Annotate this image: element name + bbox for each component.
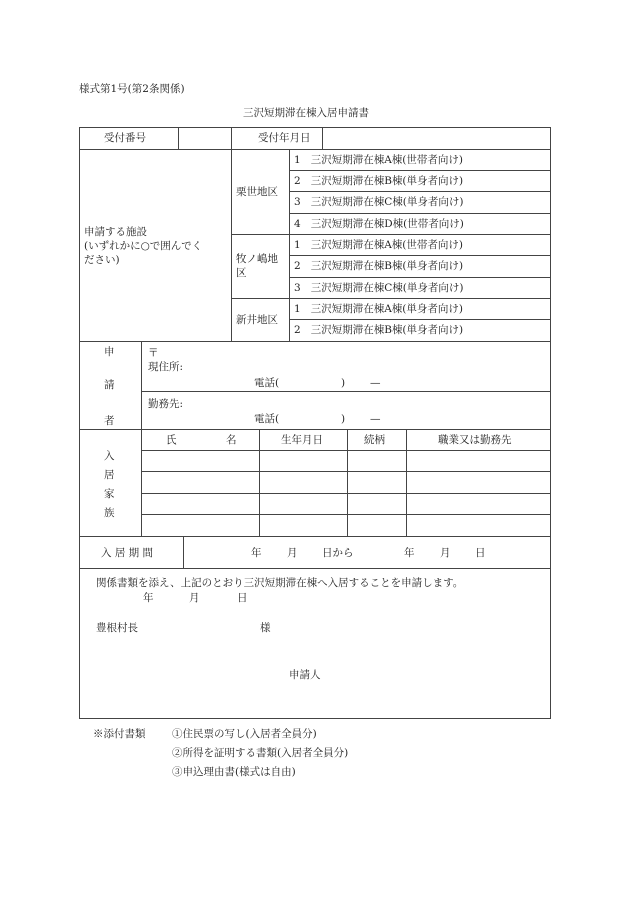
facility-option[interactable]: 2 三沢短期滞在棟B棟(単身者向け) xyxy=(294,324,464,336)
period-label: 入 居 期 間 xyxy=(101,547,154,559)
address-phone-field[interactable] xyxy=(290,375,340,390)
addressee-sama: 様 xyxy=(260,622,271,634)
attachment-item: ②所得を証明する書類(入居者全員分) xyxy=(172,747,349,759)
reception-number-label: 受付番号 xyxy=(104,132,146,144)
attachment-item: ③申込理由書(様式は自由) xyxy=(172,766,296,778)
family-row[interactable] xyxy=(142,472,550,492)
applicant-signature-label: 申請人 xyxy=(289,669,321,681)
work-phone-dash: — xyxy=(370,413,381,425)
area-makinoshima-line2: 区 xyxy=(236,267,247,279)
declaration-month: 月 xyxy=(189,592,200,604)
facility-option[interactable]: 2 三沢短期滞在棟B棟(単身者向け) xyxy=(294,175,464,187)
period-from-year: 年 xyxy=(251,547,262,559)
form-number: 様式第1号(第2条関係) xyxy=(79,83,185,95)
work-label: 勤務先: xyxy=(148,398,184,410)
address-phone-label: 電話( xyxy=(254,377,280,389)
work-phone-close: ) xyxy=(341,413,346,425)
work-phone-field[interactable] xyxy=(290,411,340,426)
reception-number-field[interactable] xyxy=(179,128,230,148)
addressee: 豊根村長 xyxy=(96,622,138,634)
work-phone-label: 電話( xyxy=(254,413,280,425)
postal-mark: 〒 xyxy=(148,347,159,359)
period-from-day: 日から xyxy=(322,547,354,559)
facility-option[interactable]: 1 三沢短期滞在棟A棟(単身者向け) xyxy=(294,303,463,315)
area-makinoshima-line1: 牧ノ嶋地 xyxy=(236,253,278,265)
reception-date-field[interactable] xyxy=(323,128,550,148)
facility-label-line2: (いずれかに○で囲んでく xyxy=(84,240,203,252)
period-to-year: 年 xyxy=(404,547,415,559)
applicant-signature-field[interactable] xyxy=(330,665,530,683)
declaration-year: 年 xyxy=(143,592,154,604)
applicant-label-char: 者 xyxy=(104,415,115,427)
address-phone-close: ) xyxy=(341,377,346,389)
col-relation: 続柄 xyxy=(364,434,385,446)
declaration-text: 関係書類を添え、上記のとおり三沢短期滞在棟へ入居することを申請します。 xyxy=(96,577,464,589)
col-name-2: 名 xyxy=(226,434,237,446)
applicant-label-char: 申 xyxy=(104,346,115,358)
family-label-char: 家 xyxy=(104,488,115,500)
applicant-label-char: 請 xyxy=(104,379,115,391)
period-to-month: 月 xyxy=(440,547,451,559)
reception-date-label: 受付年月日 xyxy=(258,132,311,144)
facility-option[interactable]: 3 三沢短期滞在棟C棟(単身者向け) xyxy=(294,196,464,208)
facility-option[interactable]: 4 三沢短期滞在棟D棟(世帯者向け) xyxy=(294,218,464,230)
area-arai: 新井地区 xyxy=(236,314,278,326)
family-label-char: 入 xyxy=(104,450,115,462)
col-birthdate: 生年月日 xyxy=(281,434,323,446)
facility-label-line1: 申請する施設 xyxy=(84,226,147,238)
family-label-char: 居 xyxy=(104,469,115,481)
family-row[interactable] xyxy=(142,515,550,535)
facility-option[interactable]: 1 三沢短期滞在棟A棟(世帯者向け) xyxy=(294,239,463,251)
declaration-day: 日 xyxy=(237,592,248,604)
family-row[interactable] xyxy=(142,451,550,471)
period-to-day: 日 xyxy=(475,547,486,559)
family-label-char: 族 xyxy=(104,507,115,519)
facility-option[interactable]: 1 三沢短期滞在棟A棟(世帯者向け) xyxy=(294,154,463,166)
facility-label-line3: ださい) xyxy=(84,254,120,266)
page-title: 三沢短期滞在棟入居申請書 xyxy=(243,107,369,119)
address-field[interactable] xyxy=(195,358,545,374)
facility-option[interactable]: 2 三沢短期滞在棟B棟(単身者向け) xyxy=(294,260,464,272)
period-from-month: 月 xyxy=(287,547,298,559)
col-occupation: 職業又は勤務先 xyxy=(438,434,512,446)
col-name-1: 氏 xyxy=(166,434,177,446)
attachments-label: ※添付書類 xyxy=(93,728,146,740)
family-row[interactable] xyxy=(142,494,550,514)
work-field[interactable] xyxy=(195,395,545,411)
attachment-item: ①住民票の写し(入居者全員分) xyxy=(172,728,317,740)
area-kurise: 栗世地区 xyxy=(236,186,278,198)
address-phone-dash: — xyxy=(370,377,381,389)
facility-option[interactable]: 3 三沢短期滞在棟C棟(単身者向け) xyxy=(294,282,464,294)
address-label: 現住所: xyxy=(148,361,184,373)
